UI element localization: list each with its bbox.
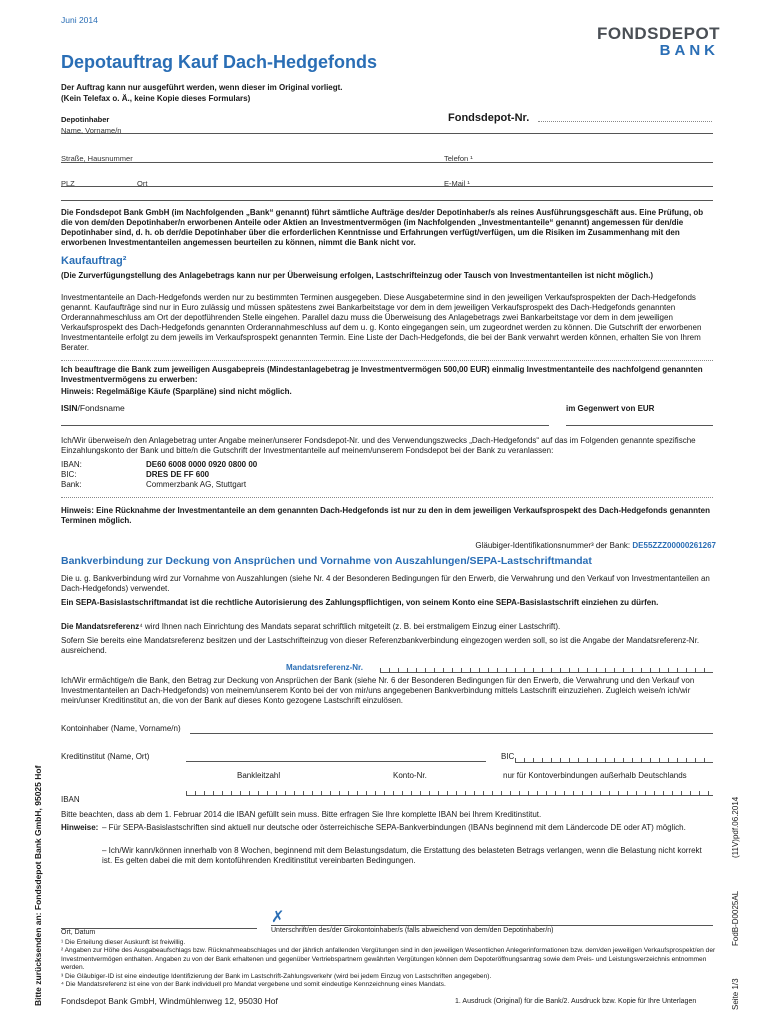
address-field[interactable] xyxy=(61,186,713,187)
divider xyxy=(61,497,713,498)
form-code-vertical: (11V)pdf.06.2014 xyxy=(731,796,740,858)
kaufauftrag-body: Investmentanteile an Dach-Hedgefonds werden nur zu bestimmten Terminen ausgegeben. Diese Ausgabetermine sind in den jeweiligen Verkaufsprospekten der Dach-Hedgefonds genannt. Kaufaufträge sind nur in Euro zulässig und müssen spätestens zwei Bankarbeitstage vor dem in dem jeweiligen Verkaufsprospekt des Dach-Hedgefonds genannten Orderannahmeschluss am Ort der depotführenden Stelle eingehen. Parallel dazu muss die Überweisung des Anlagebetrags zwei Bankarbeitstage vor dem in dem jeweiligen Verkaufsprospekt des Dach-Hedgefonds genannten Orderannahmeschluss auf dem u. g. Konto eingegangen sein, um zugeordnet werden zu können. Die Gutschrift der erworbenen Investmentanteile erfolgt zu dem jeweils im Verkaufsprospekt genannten Termin. Eine Liste der Dach-Hedgefonds, die bei der Bank verwahrt werden können, erhalten Sie von Ihrem Berater. xyxy=(61,293,702,352)
holder-name-label: Name, Vorname/n xyxy=(61,126,122,135)
copies-note: 1. Ausdruck (Original) für die Bank/2. Ausdruck bzw. Kopie für Ihre Unterlagen xyxy=(455,998,697,1005)
bank-logo xyxy=(597,24,719,59)
logo-bottom-text: BANK xyxy=(659,42,719,59)
sepa-p1: Die u. g. Bankverbindung wird zur Vornahme von Auszahlungen (siehe Nr. 4 der Besonderen Bedingungen für den Erwerb, die Verwahrung und den Verkauf von Investmentanteilen an Dach-Hedgefonds) verwendet. xyxy=(61,574,710,593)
sepa-p3 xyxy=(61,622,716,632)
plz-label: PLZ xyxy=(61,179,75,188)
place-date-label: Ort, Datum xyxy=(61,929,96,936)
signature-mark-icon: ✗ xyxy=(271,909,285,926)
mandate-reference-label: Die Mandatsreferenz xyxy=(61,622,140,631)
return-address-vertical: Bitte zurücksenden an: Fondsdepot Bank GmbH, 95025 Hof xyxy=(33,765,43,1006)
isin-label-bold: ISIN xyxy=(61,403,78,413)
footnote-3: ³ Die Gläubiger-ID ist eine eindeutige Identifizierung der Bank im Lastschrift-Zahlungsverkehr (wird bei jedem Einzug von Lastschriften angegeben). xyxy=(61,972,492,980)
city-label: Ort xyxy=(137,179,148,188)
return-hint: Hinweis: Eine Rücknahme der Investmentanteile an dem genannten Dach-Hedgefonds ist nur zu den in dem jeweiligen Verkaufsprospekt des Dach-Hedgefonds genannten Terminen möglich. xyxy=(61,506,711,525)
bic-value: DRES DE FF 600 xyxy=(146,470,210,479)
contact-field[interactable] xyxy=(61,200,713,201)
institute-label: Kreditinstitut (Name, Ort) xyxy=(61,752,150,761)
intro-text: Die Fondsdepot Bank GmbH (im Nachfolgenden „Bank“ genannt) führt sämtliche Aufträge des/der Depotinhaber/s als reines Ausführungsgeschäft aus. Eine Prüfung, ob die von dem/den Depotinhaber/n erworbenen Anteile oder Aktien an Investmentvermögen (im Nachfolgenden „Investmentanteile“ genannt) angemessen für den/die Depotinhaber sind, d. h. ob der/die Depotinhaber über die erforderlichen Kenntnisse und Erfahrungen verfügt/verfügen, um die Risiken im Zusammenhang mit den erworbenen Investmentanteilen angemessen beurteilen zu können, nimmt die Bank nicht vor. xyxy=(61,208,704,247)
order-text: Ich beauftrage die Bank zum jeweiligen Ausgabepreis (Mindestanlagebetrag je Investmentvermögen 500,00 EUR) einmalig Investmentanteile des nachfolgend genannten Investmentvermögens zu erwerben: xyxy=(61,365,703,384)
sepa-title: Bankverbindung zur Deckung von Ansprüchen und Vornahme von Auszahlungen/SEPA-Lastschriftmandat xyxy=(61,555,592,567)
account-no-label: Konto-Nr. xyxy=(393,771,427,780)
street-label: Straße, Hausnummer xyxy=(61,154,133,163)
institute-input[interactable] xyxy=(186,761,486,762)
sepa-p2: Ein SEPA-Basislastschriftmandat ist die rechtliche Autorisierung des Zahlungspflichtigen, von seinem Konto eine SEPA-Basislastschrift einziehen zu dürfen. xyxy=(61,598,659,607)
hints-label: Hinweise: xyxy=(61,823,99,832)
isin-label-rest: /Fondsname xyxy=(77,403,125,413)
hint-sepa-countries: – Für SEPA-Basislastschriften sind aktuell nur deutsche oder österreichische SEPA-Bankverbindungen (IBANs beginnend mit dem Ländercode DE oder AT) möglich. xyxy=(102,823,686,832)
street-field[interactable] xyxy=(61,162,713,163)
creditor-id-label: Gläubiger-Identifikationsnummer³ der Bank: xyxy=(475,541,631,550)
isin-label xyxy=(61,403,125,414)
iban-field-label: IBAN xyxy=(61,795,80,804)
savings-plan-hint: Hinweis: Regelmäßige Käufe (Sparpläne) sind nicht möglich. xyxy=(61,387,292,396)
kaufauftrag-title: Kaufauftrag² xyxy=(61,255,127,267)
depot-number-field[interactable] xyxy=(538,121,712,122)
creditor-id-value: DE55ZZZ00000261267 xyxy=(632,541,716,550)
bank-value: Commerzbank AG, Stuttgart xyxy=(146,480,247,489)
sepa-p5: Ich/Wir ermächtige/n die Bank, den Betrag zur Deckung von Ansprüchen der Bank (siehe Nr. 6 der Besonderen Bedingungen für den Erwerb, die Verwahrung und den Verkauf von Investmentanteilen an Dach-Hedgefonds) von meinem/unserem Konto bei der von mir/uns angegebenen Bankverbindung mittels Lastschrift einzuziehen. Zugleich weise/n ich/wir mein/unser Kreditinstitut an, die von der Bank auf dieses Konto gezogene Lastschrift einzulösen. xyxy=(61,676,695,705)
transfer-text: Ich/Wir überweise/n den Anlagebetrag unter Angabe meiner/unserer Fondsdepot-Nr. und des Verwendungszwecks „Dach-Hedgefonds“ auf das im Folgenden genannte spezifische Einzahlungskonto der Bank und bitte/n die Gutschrift der Investmentanteile auf meinem/unserem Fondsdepot bei der Bank zu veranlassen: xyxy=(61,436,696,455)
mandate-number-input[interactable] xyxy=(380,662,713,673)
kaufauftrag-subtitle: (Die Zurverfügungstellung des Anlagebetrags kann nur per Überweisung erfolgen, Lastschrifteinzug oder Tausch von Investmentanteilen ist nicht möglich.) xyxy=(61,271,654,280)
divider xyxy=(61,360,713,361)
bank-address: Fondsdepot Bank GmbH, Windmühlenweg 12, 95030 Hof xyxy=(61,996,278,1006)
mandate-number-label: Mandatsreferenz-Nr. xyxy=(286,663,363,672)
amount-label: im Gegenwert von EUR xyxy=(566,404,655,413)
isin-input[interactable] xyxy=(61,425,549,426)
amount-input[interactable] xyxy=(566,425,713,426)
hint-refund: – Ich/Wir kann/können innerhalb von 8 Wochen, beginnend mit dem Belastungsdatum, die Erstattung des belasteten Betrags verlangen, wenn die Belastung nicht korrekt ist. Es gelten dabei die mit dem kontoführenden Kreditinstitut vereinbarten Bedingungen. xyxy=(102,846,702,865)
form-title: Depotauftrag Kauf Dach-Hedgefonds xyxy=(61,52,378,72)
iban-value: DE60 6008 0000 0920 0800 00 xyxy=(146,460,258,469)
footnote-4: ⁴ Die Mandatsreferenz ist eine von der Bank individuell pro Mandat vergebene und somit eindeutige Kennzeichnung eines Mandats. xyxy=(61,981,446,989)
blz-label: Bankleitzahl xyxy=(237,771,281,780)
logo-top-text: FONDSDEPOT xyxy=(597,24,721,43)
page-number-vertical: Seite 1/3 xyxy=(731,978,740,1010)
footnote-1: ¹ Die Erteilung dieser Auskunft ist freiwillig. xyxy=(61,939,186,946)
bic-input[interactable] xyxy=(515,752,713,763)
holder-label: Depotinhaber xyxy=(61,115,110,124)
account-holder-input[interactable] xyxy=(190,733,713,734)
iban-note: Bitte beachten, dass ab dem 1. Februar 2014 die IBAN gefüllt sein muss. Bitte erfragen Sie Ihre komplette IBAN bei Ihrem Kreditinstitut. xyxy=(61,810,542,819)
sepa-p3-rest: ⁴ wird Ihnen nach Einrichtung des Mandats separat schriftlich mitgeteilt (z. B. bei erstmaligem Einzug einer Lastschrift). xyxy=(139,622,561,631)
bank-label: Bank: xyxy=(61,480,82,489)
creditor-id-row xyxy=(400,541,716,551)
foreign-accounts-label: nur für Kontoverbindungen außerhalb Deutschlands xyxy=(503,771,687,780)
signature-input[interactable] xyxy=(271,925,713,926)
holder-name-field[interactable] xyxy=(61,133,713,134)
depot-number-label: Fondsdepot-Nr. xyxy=(448,112,530,124)
account-holder-label: Kontoinhaber (Name, Vorname/n) xyxy=(61,724,181,733)
original-notice: Der Auftrag kann nur ausgeführt werden, wenn dieser im Original vorliegt. xyxy=(61,83,343,92)
bic-label: BIC: xyxy=(61,470,77,479)
phone-label: Telefon ¹ xyxy=(444,154,473,163)
iban-input[interactable] xyxy=(186,781,713,796)
sepa-p4: Sofern Sie bereits eine Mandatsreferenz besitzen und der Lastschrifteinzug von dieser Referenzbankverbindung eingezogen werden soll, so ist die Angabe der Mandatsreferenz-Nr. ausreichend. xyxy=(61,636,700,655)
no-fax-notice: (Kein Telefax o. Ä., keine Kopie dieses Formulars) xyxy=(61,94,251,103)
footnotes xyxy=(61,939,716,989)
signature-label: Unterschrift/en des/der Girokontoinhaber/s (falls abweichend von dem/den Depotinhaber/n) xyxy=(271,927,554,934)
form-date: Juni 2014 xyxy=(61,15,98,25)
iban-label: IBAN: xyxy=(61,460,82,469)
email-label: E-Mail ¹ xyxy=(444,179,470,188)
form-id-vertical: FodB-D0025AL xyxy=(731,890,740,946)
bic-field-label: BIC xyxy=(501,752,515,761)
footnote-2: ² Angaben zur Höhe des Ausgabeaufschlags bzw. Rücknahmeabschlages und der jährlich anfallenden Vergütungen sind in den jeweiligen Wesentlichen Anlegerinformationen bzw. dem/den jeweiligen Verkaufsprospekt/en der Investmentvermögen enthalten. Angaben zu von der Bank erhaltenen und gegenüber Vertriebspartnern gewährten Vergütungen können dem Depoteröffnungsantrag sowie dem Preis- und Leistungsverzeichnis entnommen werden. xyxy=(61,947,716,972)
